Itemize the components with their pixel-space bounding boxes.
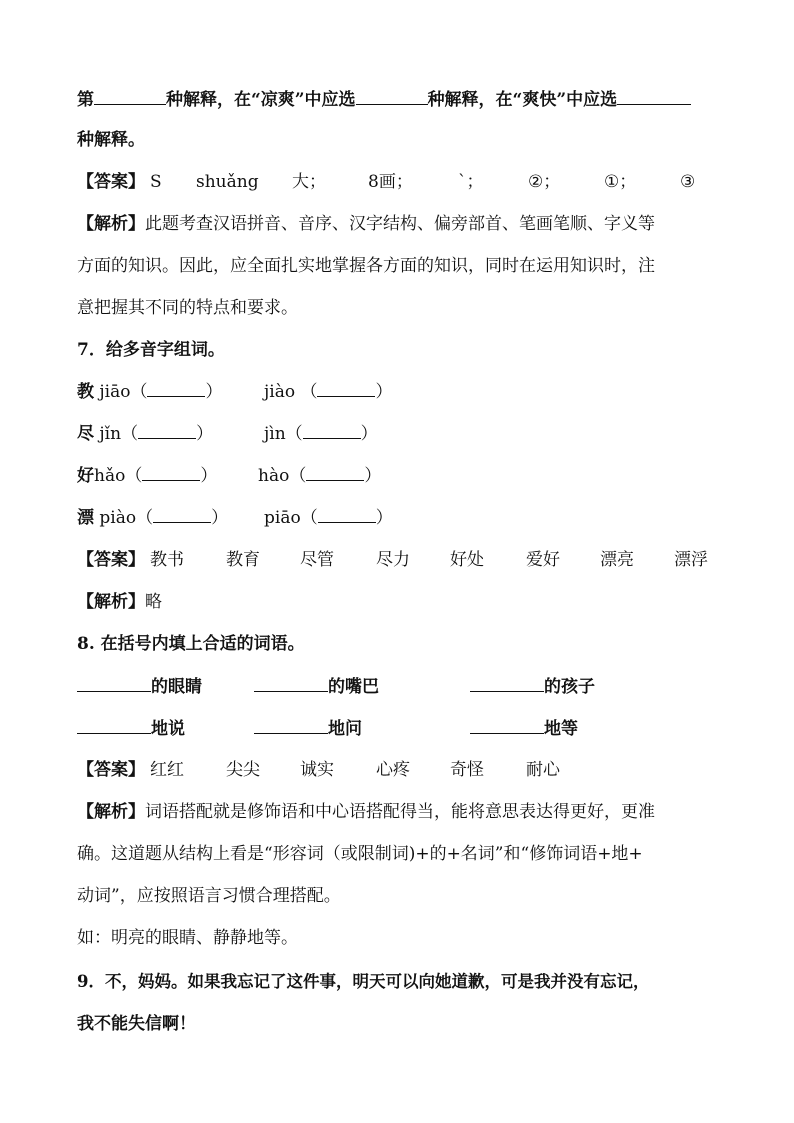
q7-answer-item: 爱好 — [526, 550, 560, 570]
q7-analysis — [77, 590, 162, 614]
pinyin-2: piāo（ — [264, 508, 318, 528]
fill-blank[interactable] — [318, 506, 376, 523]
q6-answer-item: 大； — [292, 172, 326, 192]
q8-answer-item: 心疼 — [376, 760, 410, 780]
q6-answer-item: ②； — [528, 172, 561, 192]
q8-item-text: 的嘴巴 — [328, 677, 379, 697]
q8-answer-item: 尖尖 — [226, 760, 260, 780]
poly-char: 尽 — [77, 424, 94, 444]
analysis-text: 词语搭配就是修饰语和中心语搭配得当，能将意思表达得更好，更准 — [145, 802, 655, 822]
fill-blank[interactable] — [153, 506, 211, 523]
answer-tag: 【答案】 — [77, 550, 145, 570]
poly-char: 好 — [77, 466, 94, 486]
poly-char: 漂 — [77, 508, 94, 528]
q6-answer-item: 8画； — [368, 172, 413, 192]
paren-close: ） — [200, 466, 218, 486]
q6-blank-1[interactable] — [94, 87, 166, 105]
q6-answer-item: ①； — [604, 172, 637, 192]
q9-line1: 9．不，妈妈。如果我忘记了这件事，明天可以向她道歉，可是我并没有忘记， — [77, 972, 650, 991]
q6-answer-item: ③ — [680, 172, 696, 192]
pinyin-1: jǐn（ — [99, 424, 139, 444]
paren-close: ） — [364, 466, 382, 486]
fill-blank[interactable] — [303, 422, 361, 439]
q8-item-text: 的孩子 — [544, 677, 595, 697]
fill-blank[interactable] — [254, 716, 328, 734]
q8-analysis-line2: 确。这道题从结构上看是“形容词（或限制词)+的+名词”和“修饰词语+地+ — [77, 844, 643, 864]
fill-blank[interactable] — [470, 674, 544, 692]
q8-answer-item: 耐心 — [526, 760, 560, 780]
q8-item-text: 地等 — [544, 719, 578, 739]
q8-answer-item: 诚实 — [300, 760, 334, 780]
q7-answer-row — [77, 548, 145, 572]
q6-blank-2[interactable] — [356, 87, 428, 105]
fill-blank[interactable] — [142, 464, 200, 481]
q8-item — [470, 674, 595, 699]
q6-text-2: 种解释，在“凉爽”中应选 — [166, 90, 356, 110]
q7-answer-item: 漂亮 — [600, 550, 634, 570]
q6-fill-line — [77, 87, 691, 112]
q7-title: 7．给多音字组词。 — [77, 340, 225, 360]
pinyin-1: piào（ — [99, 508, 154, 528]
q7-row-part2 — [264, 506, 393, 530]
q6-answer-item: S — [150, 172, 162, 192]
pinyin-2: jìn（ — [264, 424, 303, 444]
pinyin-1: hǎo（ — [94, 466, 143, 486]
q7-answer-item: 漂浮 — [674, 550, 708, 570]
q7-row-part2 — [258, 464, 381, 488]
q8-answer-item: 奇怪 — [450, 760, 484, 780]
analysis-tag: 【解析】 — [77, 802, 145, 822]
q6-analysis-line1 — [77, 212, 655, 236]
q7-row — [77, 464, 217, 488]
paren-close: ） — [375, 508, 393, 528]
analysis-tag: 【解析】 — [77, 592, 145, 612]
pinyin-2: hào（ — [258, 466, 307, 486]
q8-item — [470, 716, 578, 741]
q9-line2: 我不能失信啊！ — [77, 1014, 196, 1034]
analysis-text: 略 — [145, 592, 162, 612]
paren-close: ） — [196, 424, 214, 444]
q8-analysis-line3: 动词”，应按照语言习惯合理搭配。 — [77, 886, 341, 906]
fill-blank[interactable] — [254, 674, 328, 692]
q6-text-3: 种解释，在“爽快”中应选 — [427, 90, 618, 110]
paren-close: ） — [360, 424, 378, 444]
q7-row-part2 — [264, 380, 392, 404]
analysis-text: 此题考查汉语拼音、音序、汉字结构、偏旁部首、笔画笔顺、字义等 — [145, 214, 655, 234]
q7-row-part2 — [264, 422, 378, 446]
pinyin-1: jiāo（ — [99, 382, 148, 402]
q8-item-text: 地说 — [151, 719, 185, 739]
q7-answer-item: 好处 — [450, 550, 484, 570]
answer-tag: 【答案】 — [77, 760, 145, 780]
q6-blank-3[interactable] — [617, 87, 691, 105]
q6-answer-row — [77, 170, 145, 194]
fill-blank[interactable] — [317, 380, 375, 397]
paren-close: ） — [211, 508, 229, 528]
q8-item — [254, 716, 362, 741]
q6-analysis-line3: 意把握其不同的特点和要求。 — [77, 298, 298, 318]
q7-answer-item: 教育 — [226, 550, 260, 570]
q8-item — [77, 716, 185, 741]
poly-char: 教 — [77, 382, 94, 402]
q8-item — [77, 674, 202, 699]
paren-close: ） — [205, 382, 223, 402]
q8-item — [254, 674, 379, 699]
q7-answer-item: 尽管 — [300, 550, 334, 570]
q6-answer-item: ˋ； — [458, 172, 484, 192]
fill-blank[interactable] — [138, 422, 196, 439]
fill-blank[interactable] — [77, 716, 151, 734]
fill-blank[interactable] — [147, 380, 205, 397]
q7-row — [77, 506, 228, 530]
q7-row — [77, 380, 222, 404]
q8-answer-item: 红红 — [150, 760, 184, 780]
q7-answer-item: 教书 — [150, 550, 184, 570]
paren-close: ） — [375, 382, 393, 402]
q8-example: 如：明亮的眼睛、静静地等。 — [77, 928, 298, 948]
answer-tag: 【答案】 — [77, 172, 145, 192]
q7-row — [77, 422, 213, 446]
q8-item-text: 的眼睛 — [151, 677, 202, 697]
pinyin-2: jiào （ — [264, 382, 318, 402]
q8-analysis-line1 — [77, 800, 655, 824]
analysis-tag: 【解析】 — [77, 214, 145, 234]
q6-fill-line-end: 种解释。 — [77, 130, 145, 150]
fill-blank[interactable] — [77, 674, 151, 692]
fill-blank[interactable] — [470, 716, 544, 734]
q8-item-text: 地问 — [328, 719, 362, 739]
q6-text-1: 第 — [77, 90, 94, 110]
q6-answer-item: shuǎng — [196, 172, 259, 192]
fill-blank[interactable] — [306, 464, 364, 481]
q8-title: 8. 在括号内填上合适的词语。 — [77, 634, 305, 654]
q7-answer-item: 尽力 — [376, 550, 410, 570]
q8-answer-row — [77, 758, 145, 782]
q6-analysis-line2: 方面的知识。因此，应全面扎实地掌握各方面的知识，同时在运用知识时，注 — [77, 256, 655, 276]
